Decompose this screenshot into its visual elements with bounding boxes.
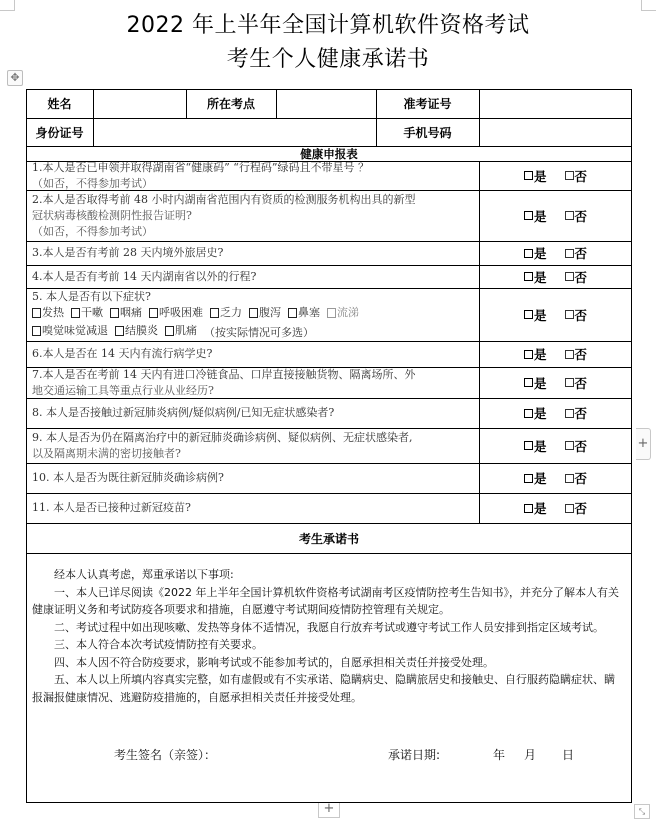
no-checkbox[interactable] bbox=[565, 244, 588, 262]
no-label: 否 bbox=[574, 406, 588, 421]
question-text bbox=[26, 241, 479, 265]
question-text bbox=[26, 265, 479, 288]
no-checkbox[interactable] bbox=[565, 268, 588, 286]
checkbox-icon bbox=[524, 350, 533, 359]
symptom-label: 腹泻 bbox=[259, 305, 281, 319]
yes-checkbox[interactable] bbox=[524, 404, 547, 422]
symptom-checkbox[interactable] bbox=[71, 305, 103, 321]
yes-checkbox[interactable] bbox=[524, 244, 547, 262]
symptom-checkbox[interactable] bbox=[32, 323, 108, 339]
no-label: 否 bbox=[574, 269, 588, 285]
checkbox-icon bbox=[110, 308, 119, 318]
question-text bbox=[26, 463, 479, 493]
checkbox-icon bbox=[565, 441, 574, 450]
question-text bbox=[26, 190, 479, 241]
yes-no-options bbox=[479, 428, 632, 463]
checkbox-icon bbox=[565, 310, 574, 319]
health-form-heading: 健康申报表 bbox=[300, 146, 358, 161]
ticket-number-label: 准考证号 bbox=[403, 97, 452, 111]
no-label: 否 bbox=[574, 347, 588, 362]
signature-field[interactable] bbox=[220, 746, 370, 762]
question-line: 11. 本人是否已接种过新冠疫苗? bbox=[32, 501, 191, 514]
checkbox-icon bbox=[524, 474, 533, 483]
plus-icon: + bbox=[323, 801, 335, 816]
yes-no-options bbox=[479, 190, 632, 241]
checkbox-icon bbox=[524, 441, 533, 450]
symptom-label: 咽痛 bbox=[120, 305, 142, 319]
yes-label: 是 bbox=[533, 406, 547, 421]
no-label: 否 bbox=[574, 307, 588, 323]
checkbox-icon bbox=[565, 249, 574, 258]
symptom-checkbox[interactable] bbox=[110, 305, 142, 321]
pledge-heading: 考生承诺书 bbox=[298, 531, 359, 546]
ticket-number-field[interactable] bbox=[479, 89, 632, 118]
checkbox-icon bbox=[115, 326, 124, 336]
checkbox-icon bbox=[524, 171, 533, 180]
question-line: 1.本人是否已申领并取得湖南省“健康码” “行程码”绿码且不带星号 ？ bbox=[32, 160, 369, 174]
symptom-checkbox[interactable] bbox=[149, 305, 203, 321]
checkbox-icon bbox=[327, 308, 336, 318]
checkbox-icon bbox=[210, 308, 219, 318]
yes-no-options bbox=[479, 463, 632, 493]
phone-label: 手机号码 bbox=[403, 125, 452, 140]
pledge-item: 五、本人以上所填内容真实完整，如有虚假或有不实承诺、隐瞒病史、隐瞒旅居史和接触史、自行服药隐瞒症状、瞒报漏报健康情况、逃避防疫措施的，自愿承担相关责任并接受处理。 bbox=[32, 673, 615, 704]
no-label: 否 bbox=[574, 471, 588, 486]
no-label: 否 bbox=[574, 168, 588, 184]
yes-label: 是 bbox=[533, 168, 547, 184]
symptom-label: 结膜炎 bbox=[125, 323, 158, 337]
question-text bbox=[26, 341, 479, 367]
multi-select-note: （按实际情况可多选） bbox=[204, 325, 314, 339]
question-text bbox=[26, 398, 479, 428]
no-checkbox[interactable] bbox=[565, 469, 588, 487]
date-year-label: 年 bbox=[493, 748, 506, 762]
no-checkbox[interactable] bbox=[565, 404, 588, 422]
yes-label: 是 bbox=[533, 501, 547, 516]
document-title: 2022 年上半年全国计算机软件资格考试 bbox=[126, 13, 530, 38]
question-line: 9. 本人是否为仍在隔离治疗中的新冠肺炎确诊病例、疑似病例、无症状感染者, bbox=[32, 430, 413, 444]
question-line: 3.本人是否有考前 28 天内境外旅居史? bbox=[32, 246, 224, 259]
phone-field[interactable] bbox=[479, 118, 632, 146]
no-checkbox[interactable] bbox=[565, 306, 588, 324]
symptom-label: 流涕 bbox=[337, 305, 359, 319]
table-rule bbox=[26, 553, 632, 554]
symptom-label: 干嗽 bbox=[81, 305, 103, 319]
checkbox-icon bbox=[565, 350, 574, 359]
add-row-button[interactable] bbox=[318, 803, 340, 818]
pledge-intro: 经本人认真考虑，郑重承诺以下事项: bbox=[54, 568, 234, 581]
symptom-label: 呼吸困难 bbox=[159, 305, 203, 319]
yes-checkbox[interactable] bbox=[524, 306, 547, 324]
yes-checkbox[interactable] bbox=[524, 268, 547, 286]
yes-checkbox[interactable] bbox=[524, 437, 547, 455]
symptom-checkbox[interactable] bbox=[249, 305, 281, 321]
question-line: 2.本人是否取得考前 48 小时内湖南省范围内有资质的检测服务机构出具的新型 bbox=[32, 192, 416, 206]
yes-label: 是 bbox=[533, 375, 547, 391]
date-label: 承诺日期: bbox=[388, 748, 441, 762]
question-line: 冠状病毒核酸检测阴性报告证明? bbox=[32, 208, 192, 222]
pledge-item: 二、考试过程中如出现咳嗽、发热等身体不适情况，我愿自行放弃考试或遵守考试工作人员安排到指定区域考试。 bbox=[54, 620, 604, 634]
question-text bbox=[26, 493, 479, 523]
question-line: 以及隔离期未满的密切接触者? bbox=[32, 446, 181, 460]
date-day-label: 日 bbox=[562, 748, 575, 762]
checkbox-icon bbox=[249, 308, 258, 318]
checkbox-icon bbox=[565, 409, 574, 418]
symptom-checkbox[interactable] bbox=[327, 305, 359, 321]
yes-checkbox[interactable] bbox=[524, 167, 547, 185]
checkbox-icon bbox=[565, 272, 574, 281]
yes-label: 是 bbox=[533, 269, 547, 285]
symptom-checkbox[interactable] bbox=[165, 323, 197, 339]
checkbox-icon bbox=[524, 378, 533, 387]
checkbox-icon bbox=[32, 308, 41, 318]
no-checkbox[interactable] bbox=[565, 167, 588, 185]
pledge-item: 三、本人符合本次考试疫情防控有关要求。 bbox=[54, 638, 263, 651]
question-line: 7.本人是否在考前 14 天内有进口冷链食品、口岸直接接触货物、隔离场所、外 bbox=[32, 367, 416, 381]
yes-no-options bbox=[479, 367, 632, 398]
checkbox-icon bbox=[524, 211, 533, 220]
question-text bbox=[26, 367, 479, 398]
yes-label: 是 bbox=[533, 471, 547, 486]
pledge-item: 一、本人已详尽阅读《2022 年上半年全国计算机软件资格考试湖南考区疫情防控考生告知书》，并充分了解本人有关健康证明义务和考试防疫各项要求和措施，自愿遵守考试期间疫情防控管理有关规定。 bbox=[32, 585, 619, 616]
yes-label: 是 bbox=[533, 246, 547, 261]
no-label: 否 bbox=[574, 375, 588, 391]
checkbox-icon bbox=[565, 504, 574, 513]
no-checkbox[interactable] bbox=[565, 207, 588, 225]
signature-label: 考生签名（亲签）： bbox=[114, 748, 217, 762]
plus-icon: + bbox=[637, 436, 649, 451]
symptom-row bbox=[32, 305, 366, 323]
yes-no-options bbox=[479, 241, 632, 265]
id-number-field[interactable] bbox=[93, 118, 376, 146]
no-checkbox[interactable] bbox=[565, 374, 588, 392]
yes-no-options bbox=[479, 493, 632, 523]
question-text bbox=[26, 288, 479, 341]
checkbox-icon bbox=[288, 308, 297, 318]
pledge-body bbox=[32, 566, 622, 706]
checkbox-icon bbox=[524, 310, 533, 319]
symptom-label: 肌痛 bbox=[175, 323, 197, 337]
symptom-checkbox[interactable] bbox=[288, 305, 320, 321]
no-label: 否 bbox=[574, 438, 588, 454]
yes-checkbox[interactable] bbox=[524, 499, 547, 517]
exam-site-field[interactable] bbox=[276, 89, 376, 118]
add-column-button[interactable] bbox=[636, 428, 651, 460]
question-text bbox=[26, 428, 479, 463]
yes-label: 是 bbox=[533, 347, 547, 362]
symptom-checkbox[interactable] bbox=[210, 305, 242, 321]
yes-no-options bbox=[479, 161, 632, 190]
checkbox-icon bbox=[565, 378, 574, 387]
symptom-label: 发热 bbox=[42, 305, 64, 319]
move-icon: ✥ bbox=[10, 71, 20, 84]
name-field[interactable] bbox=[93, 89, 186, 118]
symptom-label: 乏力 bbox=[220, 305, 242, 319]
yes-no-options bbox=[479, 398, 632, 428]
date-month-label: 月 bbox=[524, 748, 537, 762]
question-line: 6.本人是否在 14 天内有流行病学史? bbox=[32, 347, 213, 360]
no-checkbox[interactable] bbox=[565, 437, 588, 455]
no-checkbox[interactable] bbox=[565, 345, 588, 363]
question-line: 4.本人是否有考前 14 天内湖南省以外的行程? bbox=[32, 269, 257, 283]
checkbox-icon bbox=[565, 211, 574, 220]
symptom-row bbox=[32, 323, 314, 341]
symptom-checkbox[interactable] bbox=[115, 323, 158, 339]
id-number-label: 身份证号 bbox=[35, 125, 84, 140]
checkbox-icon bbox=[524, 249, 533, 258]
symptom-label: 鼻塞 bbox=[298, 305, 320, 319]
symptom-label: 嗅觉味觉减退 bbox=[42, 323, 108, 337]
no-checkbox[interactable] bbox=[565, 499, 588, 517]
yes-no-options bbox=[479, 341, 632, 367]
yes-checkbox[interactable] bbox=[524, 207, 547, 225]
question-line: （如否，不得参加考试） bbox=[32, 176, 153, 190]
yes-no-options bbox=[479, 288, 632, 341]
checkbox-icon bbox=[149, 308, 158, 318]
question-line: 10. 本人是否为既往新冠肺炎确诊病例? bbox=[32, 471, 224, 484]
checkbox-icon bbox=[32, 326, 41, 336]
symptom-checkbox[interactable] bbox=[32, 305, 64, 321]
question-line: 5. 本人是否有以下症状? bbox=[32, 289, 151, 303]
checkbox-icon bbox=[524, 272, 533, 281]
no-label: 否 bbox=[574, 501, 588, 516]
yes-label: 是 bbox=[533, 438, 547, 454]
resize-icon: ⤡ bbox=[638, 807, 646, 816]
yes-no-options bbox=[479, 265, 632, 288]
checkbox-icon bbox=[165, 326, 174, 336]
yes-label: 是 bbox=[533, 307, 547, 323]
question-line: （如否，不得参加考试） bbox=[32, 224, 153, 238]
yes-checkbox[interactable] bbox=[524, 345, 547, 363]
checkbox-icon bbox=[71, 308, 80, 318]
question-line: 8. 本人是否接触过新冠肺炎病例/疑似病例/已知无症状感染者? bbox=[32, 406, 335, 419]
document-subtitle: 考生个人健康承诺书 bbox=[226, 47, 430, 72]
question-line: 地交通运输工具等重点行业从业经历? bbox=[32, 383, 214, 397]
yes-label: 是 bbox=[533, 208, 547, 224]
checkbox-icon bbox=[524, 409, 533, 418]
checkbox-icon bbox=[524, 504, 533, 513]
table-move-handle[interactable] bbox=[7, 70, 23, 86]
yes-checkbox[interactable] bbox=[524, 469, 547, 487]
name-label: 姓名 bbox=[47, 97, 72, 111]
checkbox-icon bbox=[565, 474, 574, 483]
no-label: 否 bbox=[574, 246, 588, 261]
yes-checkbox[interactable] bbox=[524, 374, 547, 392]
no-label: 否 bbox=[574, 208, 588, 224]
pledge-item: 四、本人因不符合防疫要求，影响考试或不能参加考试的，自愿承担相关责任并接受处理。 bbox=[54, 655, 494, 669]
checkbox-icon bbox=[565, 171, 574, 180]
question-text bbox=[26, 161, 479, 190]
exam-site-label: 所在考点 bbox=[206, 97, 255, 111]
